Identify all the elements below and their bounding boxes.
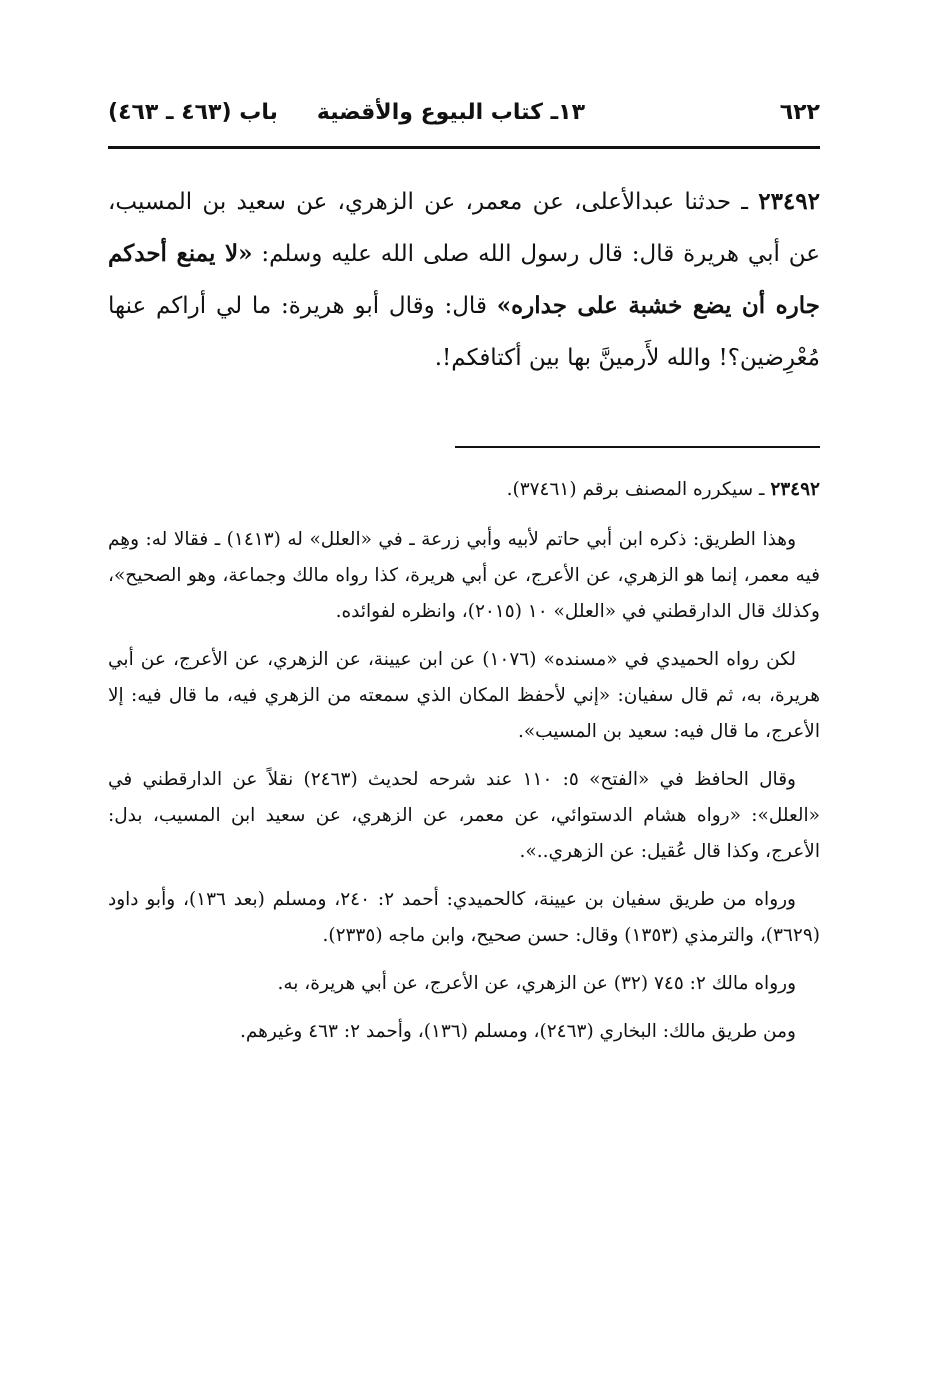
- hadith-text: [108, 176, 820, 384]
- footnote-paragraph: ورواه مالك ٢: ٧٤٥ (٣٢) عن الزهري، عن الأعرج، عن أبي هريرة، به.: [277, 973, 796, 994]
- chapter-title: باب (٤٦٣ ـ ٤٦٣): [108, 100, 278, 125]
- footnote-number: ٢٣٤٩٢: [770, 479, 820, 500]
- page-number: ٦٢٢: [779, 100, 820, 125]
- footnote-paragraph: ومن طريق مالك: البخاري (٢٤٦٣)، ومسلم (١٣٦)، وأحمد ٢: ٤٦٣ وغيرهم.: [239, 1021, 796, 1042]
- book-title: ١٣ـ كتاب البيوع والأقضية: [316, 100, 585, 125]
- footnote-reference: [108, 472, 820, 508]
- footnote-paragraph: ورواه من طريق سفيان بن عيينة، كالحميدي: أحمد ٢: ٢٤٠، ومسلم (بعد ١٣٦)، وأبو داود (٣٦٢٩)، والترمذي (١٣٥٣) وقال: حسن صحيح، وابن ماجه (٢٣٣٥).: [108, 889, 820, 946]
- footnote-paragraph: وقال الحافظ في «الفتح» ٥: ١١٠ عند شرحه لحديث (٢٤٦٣) نقلاً عن الدارقطني في «العلل»: «رواه هشام الدستوائي، عن معمر، عن الزهري، عن سعيد ابن المسيب، بدل: الأعرج، وكذا قال عُقيل: عن الزهري..».: [108, 769, 820, 862]
- footnotes: [108, 472, 820, 1062]
- page-header: [108, 96, 820, 136]
- footnote-paragraph: وهذا الطريق: ذكره ابن أبي حاتم لأبيه وأبي زرعة ـ في «العلل» له (١٤١٣) ـ فقالا له: وهِم فيه معمر، إنما هو الزهري، عن الأعرج، عن أبي هريرة، كذا رواه مالك وجماعة، وهو الصحيح»، وكذلك قال الدارقطني في «العلل» ١٠ (٢٠١٥)، وانظره لفوائده.: [108, 529, 820, 622]
- hadith-paragraph: [108, 176, 820, 384]
- hadith-continuation: قال: وقال أبو هريرة: ما لي أراكم عنها مُعْرِضين؟! والله لأَرمينَّ بها بين أكتافكم!.: [108, 293, 820, 371]
- header-divider: [108, 146, 820, 149]
- footnote-paragraph: لكن رواه الحميدي في «مسنده» (١٠٧٦) عن ابن عيينة، عن الزهري، عن الأعرج، عن أبي هريرة، به، ثم قال سفيان: «إني لأحفظ المكان الذي سمعته من الزهري فيه، ما قال فيه: إلا الأعرج، ما قال فيه: سعيد بن المسيب».: [108, 649, 820, 742]
- prophetic-saying: «لا يمنع أحدكم جاره أن يضع خشبة على جداره»: [108, 240, 820, 319]
- hadith-number: ٢٣٤٩٢: [758, 188, 820, 215]
- footnote-ref-text: ـ سيكرره المصنف برقم (٣٧٤٦١).: [506, 479, 771, 500]
- hadith-chain: ـ حدثنا عبدالأعلى، عن معمر، عن الزهري، عن سعيد بن المسيب، عن أبي هريرة قال: قال رسول الله صلى الله عليه وسلم:: [108, 189, 820, 267]
- footnote-divider: [455, 446, 820, 448]
